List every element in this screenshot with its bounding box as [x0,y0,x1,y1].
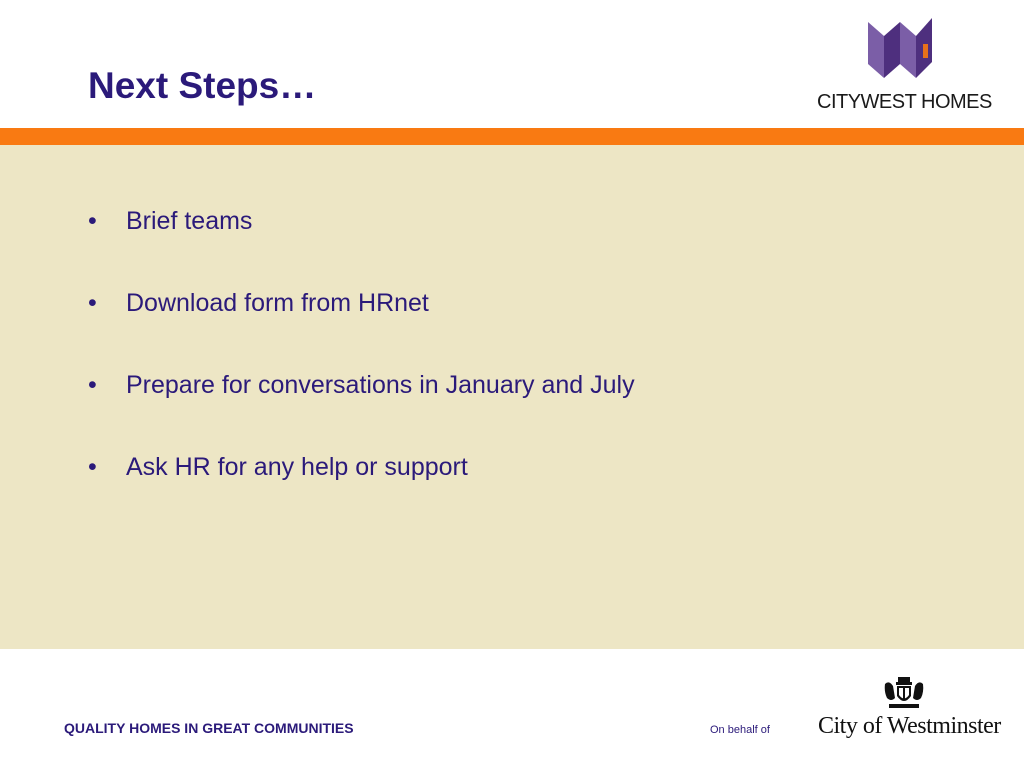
bullet-text: Download form from HRnet [126,289,429,317]
list-item [88,371,635,453]
bullet-text: Brief teams [126,207,253,235]
bullet-marker: • [88,207,97,235]
bullet-marker: • [88,453,97,481]
city-of-westminster-text: City of Westminster [818,713,1001,739]
content-panel [0,145,1024,649]
citywest-homes-logo-icon [864,14,936,84]
bullet-text: Prepare for conversations in January and July [126,371,635,399]
list-item [88,289,635,371]
bullet-list [88,207,635,535]
accent-bar [0,128,1024,145]
footer-tagline: QUALITY HOMES IN GREAT COMMUNITIES [64,720,354,736]
city-of-westminster-logo [815,676,1001,746]
slide-title: Next Steps… [88,65,317,106]
on-behalf-label: On behalf of [710,724,770,736]
westminster-crest-icon [883,676,925,710]
citywest-homes-logo [812,14,992,116]
citywest-homes-logo-text: CITYWEST HOMES [817,91,992,113]
bullet-marker: • [88,289,97,317]
list-item [88,207,635,289]
bullet-text: Ask HR for any help or support [126,453,468,481]
list-item [88,453,635,535]
bullet-marker: • [88,371,97,399]
